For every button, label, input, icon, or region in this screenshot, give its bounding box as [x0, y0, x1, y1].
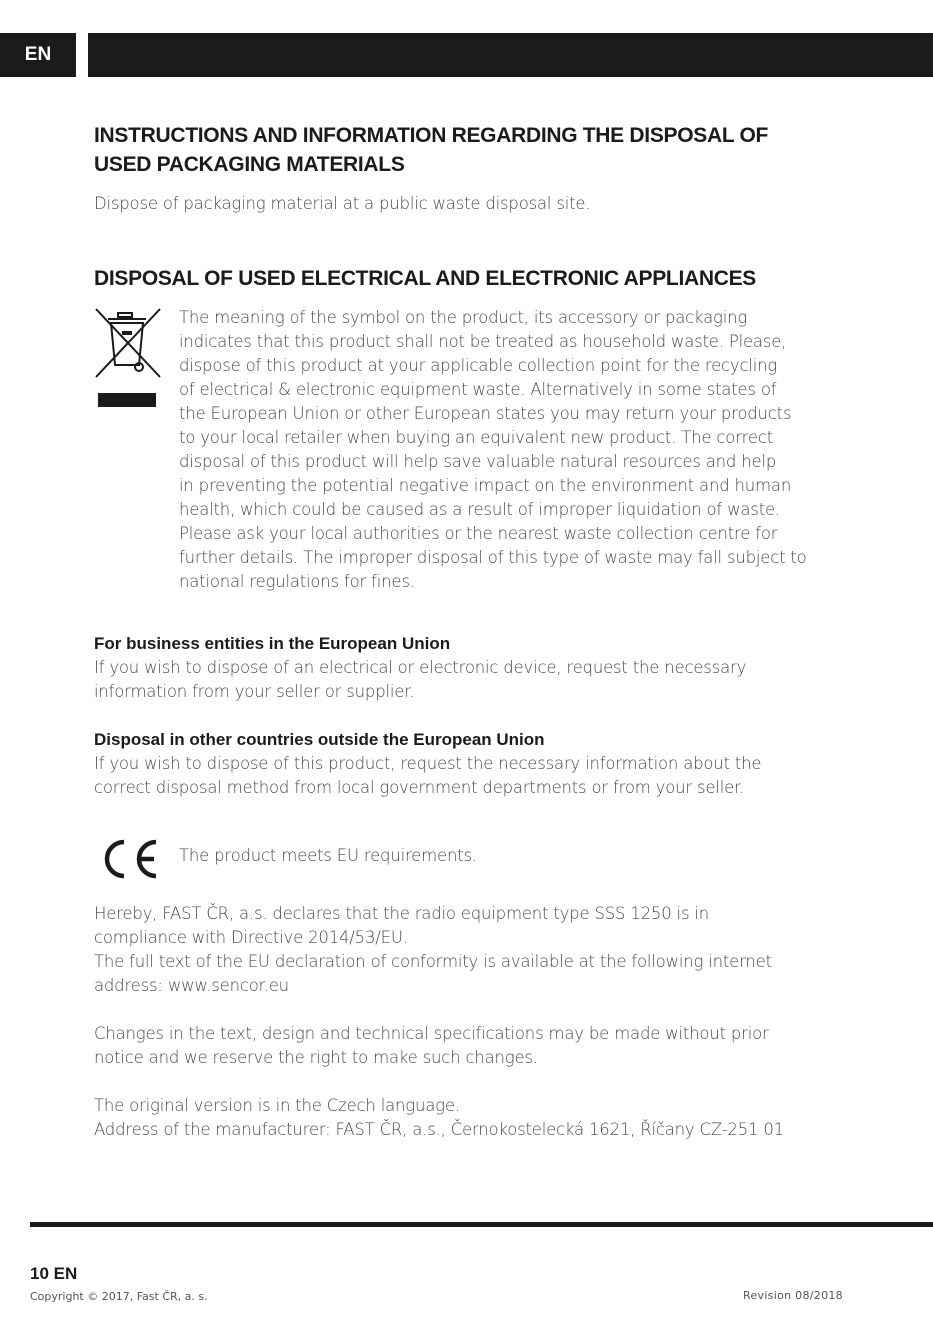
business-text: If you wish to dispose of an electrical or electronic device, request the necessary information from your seller or supplier. — [94, 658, 747, 701]
packaging-title-line1: INSTRUCTIONS AND INFORMATION REGARDING THE DISPOSAL OF — [94, 124, 769, 147]
declaration-text: Hereby, FAST ČR, a.s. declares that the radio equipment type SSS 1250 is in compliance with Directive 2014/53/EU. The full text of the EU declaration of conformity is available at the following internet address: www.sencor.eu — [94, 904, 772, 995]
page-number: 10 EN — [30, 1264, 78, 1283]
ce-mark-icon — [96, 838, 160, 880]
packaging-title-line2: USED PACKAGING MATERIALS — [94, 153, 405, 176]
header-bar — [88, 33, 933, 77]
changes-text: Changes in the text, design and technical specifications may be made without prior notice and we reserve the right to make such changes. — [94, 1024, 769, 1067]
original-language-text: The original version is in the Czech language. Address of the manufacturer: FAST ČR, a.s., Černokostelecká 1621, Říčany CZ-251 01 — [94, 1096, 784, 1139]
outside-eu-text: If you wish to dispose of this product, request the necessary information about the correct disposal method from local government departments or from your seller. — [94, 754, 762, 797]
revision: Revision 08/2018 — [743, 1289, 843, 1302]
crossed-out-wheelie-bin-icon — [94, 305, 162, 411]
business-title: For business entities in the European Union — [94, 634, 451, 653]
weee-title: DISPOSAL OF USED ELECTRICAL AND ELECTRONIC APPLIANCES — [94, 267, 756, 290]
ce-text: The product meets EU requirements. — [179, 846, 477, 865]
copyright: Copyright © 2017, Fast ČR, a. s. — [30, 1290, 208, 1303]
weee-text: The meaning of the symbol on the product, its accessory or packaging indicates that this product shall not be treated as household waste. Please, dispose of this product at your applicable collection point for the recycling of electrical & electronic equipment waste. Alternatively in some states of the European Union or other European states you may return your products to your local retailer when buying an equivalent new product. The correct disposal of this product will help save valuable natural resources and help in preventing the potential negative impact on the environment and human health, which could be caused as a result of improper liquidation of waste. Please ask your local authorities or the nearest waste collection centre for further details. The improper disposal of this type of waste may fall subject to national regulations for fines. — [179, 308, 807, 591]
outside-eu-title: Disposal in other countries outside the European Union — [94, 730, 545, 749]
packaging-text: Dispose of packaging material at a public waste disposal site. — [94, 194, 591, 213]
footer-rule — [30, 1222, 933, 1227]
language-tab: EN — [0, 33, 76, 77]
